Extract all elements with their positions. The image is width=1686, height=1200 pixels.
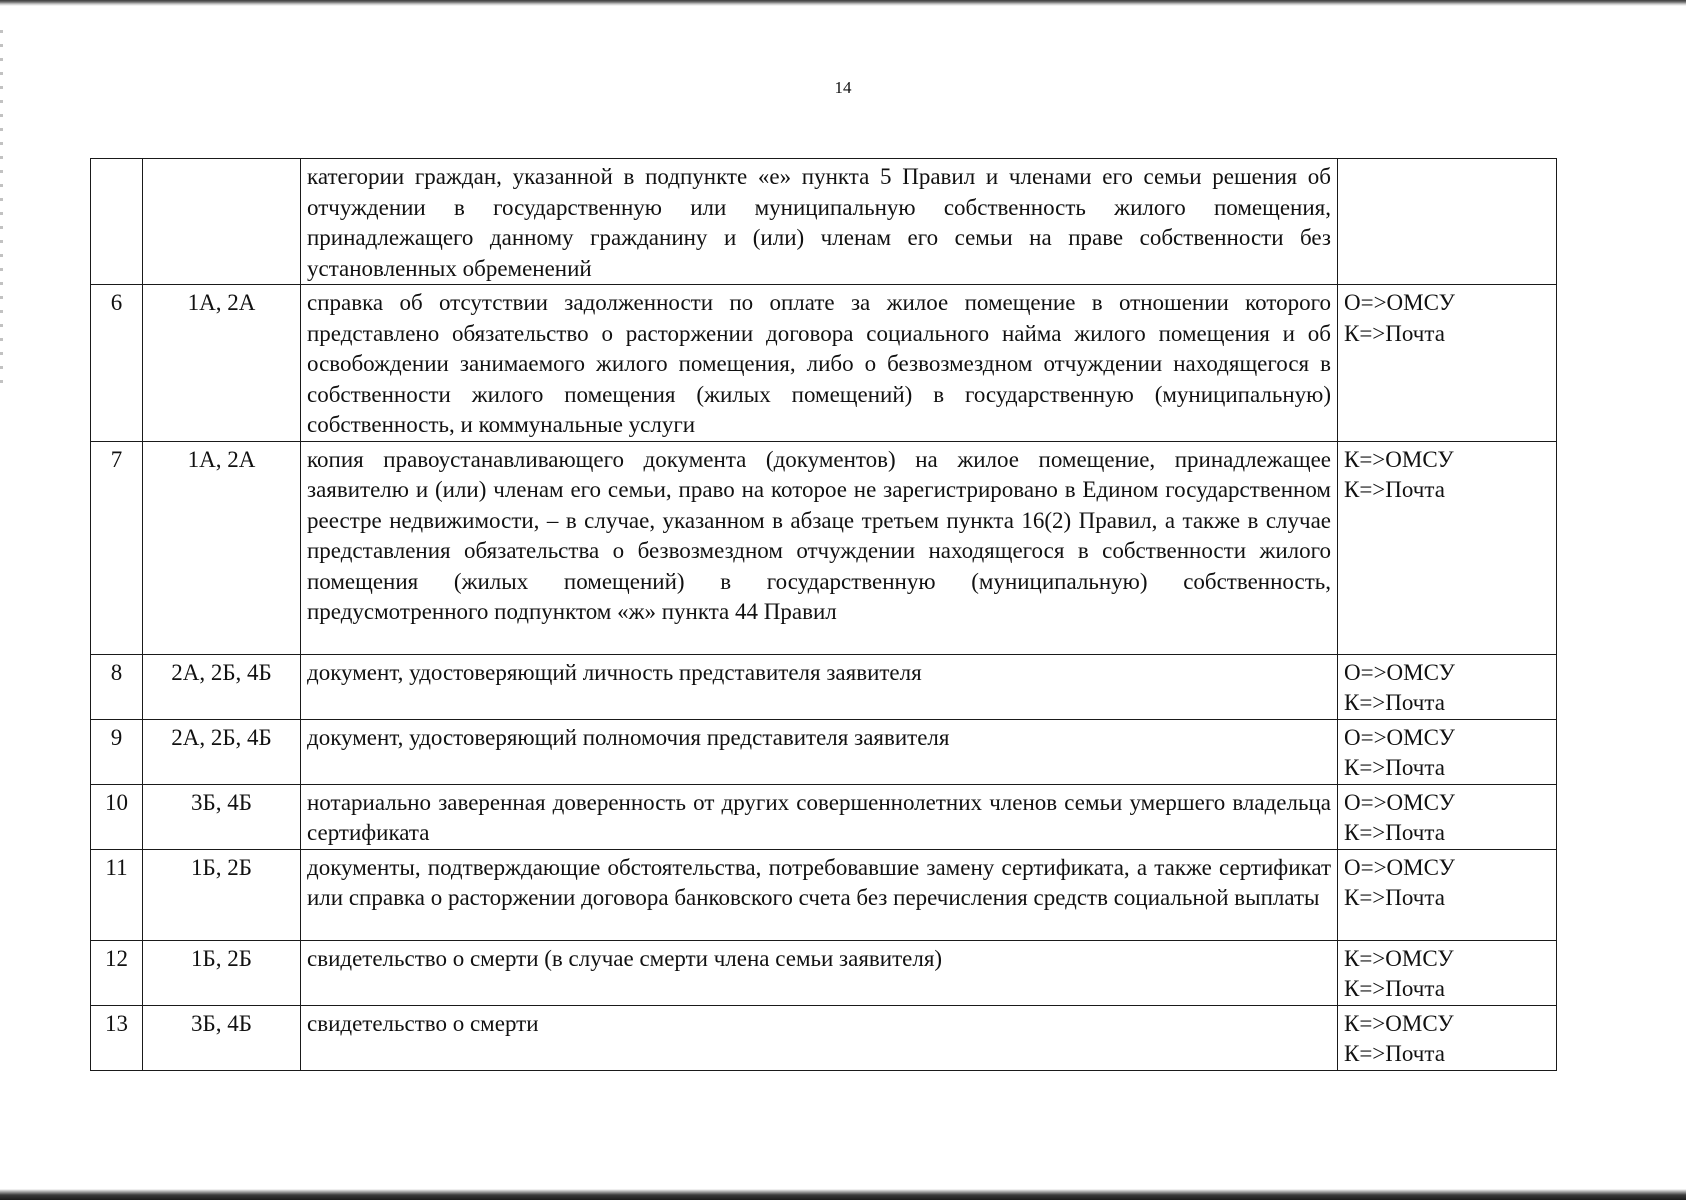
table-row	[91, 654, 1557, 719]
scan-edge-top	[0, 0, 1686, 6]
row-number: 7	[91, 441, 143, 654]
table-row	[91, 940, 1557, 1005]
row-number: 10	[91, 784, 143, 849]
row-description: справка об отсутствии задолженности по оплате за жилое помещение в отношении которого представлено обязательство о расторжении договора социального найма жилого помещения и об освобождении занимаемого жилого помещения, либо о безвозмездном отчуждении находящегося в собственности жилого помещения (жилых помещений) в государственную (муниципальную) собственность, и коммунальные услуги	[301, 285, 1338, 442]
scan-edge-bottom	[0, 1189, 1686, 1200]
row-route	[1338, 1005, 1557, 1070]
row-sections: 2А, 2Б, 4Б	[143, 654, 301, 719]
route-line: О=>ОМСУ	[1344, 724, 1455, 750]
row-route	[1338, 940, 1557, 1005]
row-route	[1338, 654, 1557, 719]
route-line: К=>Почта	[1344, 1041, 1445, 1066]
row-route	[1338, 784, 1557, 849]
route-line: К=>ОМСУ	[1344, 945, 1454, 971]
row-description: копия правоустанавливающего документа (документов) на жилое помещение, принадлежащее заявителю и (или) членам его семьи, право на которое не зарегистрировано в Едином государственном реестре недвижимости, – в случае, указанном в абзаце третьем пункта 16(2) Правил, а также в случае представления обязательства о безвозмездном отчуждении находящегося в собственности жилого помещения (жилых помещений) в государственную (муниципальную) собственность, предусмотренного подпунктом «ж» пункта 44 Правил	[301, 441, 1338, 654]
row-description: документ, удостоверяющий личность представителя заявителя	[301, 654, 1338, 719]
documents-table	[90, 158, 1557, 1071]
row-description: нотариально заверенная доверенность от других совершеннолетних членов семьи умершего владельца сертификата	[301, 784, 1338, 849]
route-line: О=>ОМСУ	[1344, 290, 1455, 315]
row-sections: 1А, 2А	[143, 285, 301, 442]
row-sections: 1Б, 2Б	[143, 940, 301, 1005]
row-sections: 3Б, 4Б	[143, 784, 301, 849]
row-description: свидетельство о смерти	[301, 1005, 1338, 1070]
route-line: К=>Почта	[1344, 820, 1445, 845]
route-line: К=>ОМСУ	[1344, 1010, 1454, 1036]
route-line: К=>Почта	[1344, 320, 1445, 346]
row-sections: 2А, 2Б, 4Б	[143, 719, 301, 784]
row-number: 8	[91, 654, 143, 719]
route-line: К=>Почта	[1344, 477, 1445, 502]
table-row	[91, 1005, 1557, 1070]
route-line: К=>ОМСУ	[1344, 446, 1454, 472]
route-line: К=>Почта	[1344, 690, 1445, 715]
table-row	[91, 441, 1557, 654]
row-route	[1338, 849, 1557, 940]
route-line: О=>ОМСУ	[1344, 659, 1455, 685]
row-sections	[143, 159, 301, 285]
row-number	[91, 159, 143, 285]
table-row	[91, 285, 1557, 442]
row-sections: 1Б, 2Б	[143, 849, 301, 940]
row-sections: 1А, 2А	[143, 441, 301, 654]
row-sections: 3Б, 4Б	[143, 1005, 301, 1070]
row-number: 12	[91, 940, 143, 1005]
route-line: О=>ОМСУ	[1344, 789, 1455, 815]
row-description: документы, подтверждающие обстоятельства, потребовавшие замену сертификата, а также сертификат или справка о расторжении договора банковского счета без перечисления средств социальной выплаты	[301, 849, 1338, 940]
page-number: 14	[834, 78, 852, 97]
route-line: О=>ОМСУ	[1344, 854, 1455, 880]
row-description: категории граждан, указанной в подпункте «е» пункта 5 Правил и членами его семьи решения об отчуждении в государственную или муниципальную собственность жилого помещения, принадлежащего данному гражданину и (или) членам его семьи на праве собственности без установленных обременений	[301, 159, 1338, 285]
table-row	[91, 784, 1557, 849]
route-line: К=>Почта	[1344, 885, 1445, 910]
row-number: 11	[91, 849, 143, 940]
table-row	[91, 719, 1557, 784]
table-row	[91, 849, 1557, 940]
row-route	[1338, 441, 1557, 654]
table-row	[91, 159, 1557, 285]
row-description: документ, удостоверяющий полномочия представителя заявителя	[301, 719, 1338, 784]
row-route	[1338, 285, 1557, 442]
row-number: 9	[91, 719, 143, 784]
row-number: 13	[91, 1005, 143, 1070]
route-line: К=>Почта	[1344, 976, 1445, 1001]
row-description: свидетельство о смерти (в случае смерти члена семьи заявителя)	[301, 940, 1338, 1005]
row-number: 6	[91, 285, 143, 442]
route-line: К=>Почта	[1344, 755, 1445, 780]
row-route	[1338, 719, 1557, 784]
row-route	[1338, 159, 1557, 285]
